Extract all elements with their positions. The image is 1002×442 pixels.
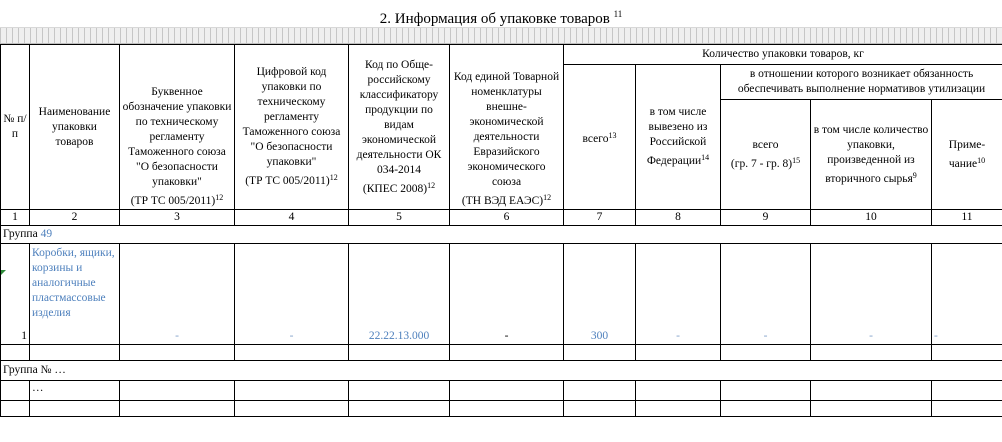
col-number: 4 [235,210,349,226]
empty-row [1,345,1002,361]
group-row-2 [1,361,1002,381]
table-row [1,244,1002,345]
col-number: 2 [30,210,120,226]
empty-row-2 [1,401,1002,417]
row-note[interactable]: - [932,244,1002,345]
header-obl-total: всего (гр. 7 - гр. 8)$^{15}$ [721,100,811,210]
row-exported[interactable]: - [636,244,721,345]
section-title [0,4,1002,29]
column-ruler [0,27,1002,44]
row-name-2[interactable]: … [30,381,120,401]
col-number: 1 [1,210,30,226]
col-number: 9 [721,210,811,226]
header-letter-code: Буквенное обозначение упаковки по техническому регламенту Таможенного союза "О безопасности упаковки" (ТР ТС 005/2011)$^{12}$ [120,45,235,210]
col-number: 8 [636,210,721,226]
col-number: 11 [932,210,1002,226]
row-total[interactable]: 300 [564,244,636,345]
col-number: 10 [811,210,932,226]
group-label[interactable]: Группа 49 [1,226,1002,244]
header-exported: в том числе вывезено из Российской Федерации$^{14}$ [636,65,721,210]
col-number: 3 [120,210,235,226]
row-obl-total[interactable]: - [721,244,811,345]
col-number: 7 [564,210,636,226]
row-okpd[interactable]: 22.22.13.000 [349,244,450,345]
header-name: Наименование упаковки товаров [30,45,120,210]
row-tnved[interactable]: - [450,244,564,345]
packaging-table [0,44,1002,417]
header-quantity: Количество упаковки товаров, кг [564,45,1002,65]
column-number-row [1,210,1002,226]
header-tnved: Код единой Товарной номенклатуры внешне-экономической деятельности Евразийского экономического союза (ТН ВЭД ЕАЭС)$^{12}$ [450,45,564,210]
header-num: № п/п [1,45,30,210]
header-note: Приме-чание$^{10}$ [932,100,1002,210]
row-num[interactable]: 1 [1,244,30,345]
group-label-2[interactable]: Группа № … [1,361,1002,381]
row-digit-code[interactable]: - [235,244,349,345]
header-obligation: в отношении которого возникает обязанность обеспечивать выполнение нормативов утилизации [721,65,1002,100]
header-row-1 [1,45,1002,65]
row-recycled[interactable]: - [811,244,932,345]
header-total: всего$^{13}$ [564,65,636,210]
header-digit-code: Цифровой код упаковки по техническому регламенту Таможенного союза "О безопасности упаковки" (ТР ТС 005/2011)$^{12}$ [235,45,349,210]
header-okpd: Код по Обще-российскому классификатору продукции по видам экономической деятельности ОК 034-2014 (КПЕС 2008)$^{12}$ [349,45,450,210]
section-title-text: 2. Информация об упаковке товаров [379,11,610,27]
col-number: 6 [450,210,564,226]
section-title-footnote: 11 [613,9,623,19]
header-recycled: в том числе количество упаковки, произведенной из вторичного сырья$^9$ [811,100,932,210]
comment-marker-icon [1,270,6,275]
row-name[interactable]: Коробки, ящики, корзины и аналогичные пластмассовые изделия [30,244,120,345]
row-letter-code[interactable]: - [120,244,235,345]
col-number: 5 [349,210,450,226]
group-row [1,226,1002,244]
table-row-2 [1,381,1002,401]
